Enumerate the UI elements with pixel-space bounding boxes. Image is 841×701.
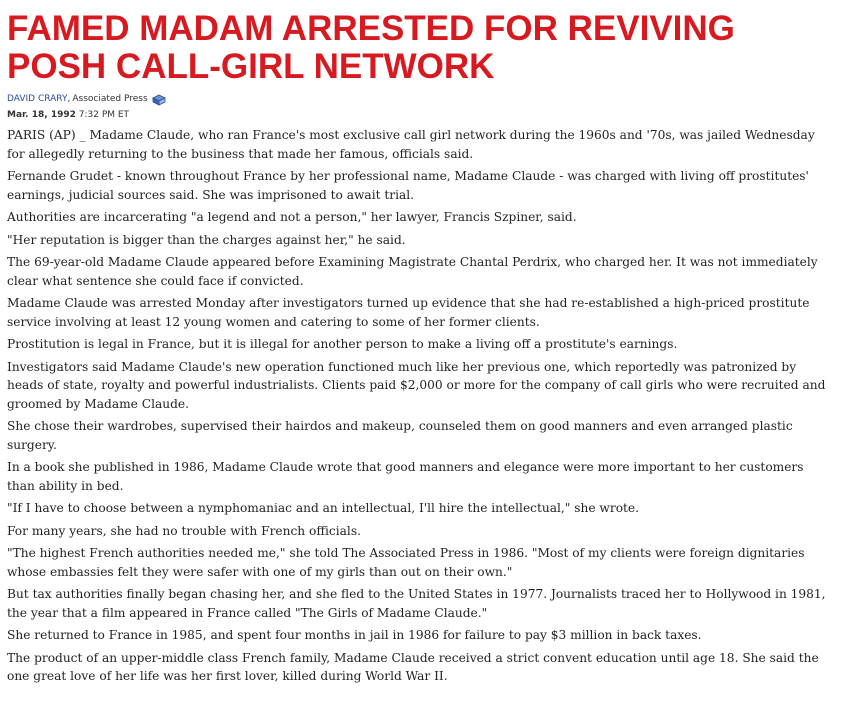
paragraph: Authorities are incarcerating "a legend and not a person," her lawyer, Francis Szpiner, said. — [7, 210, 577, 224]
paragraph: "If I have to choose between a nymphomaniac and an intellectual, I'll hire the intellectual," she wrote. — [7, 501, 640, 515]
paragraph: Prostitution is legal in France, but it is illegal for another person to make a living off a prostitute's earnings. — [7, 337, 678, 351]
paragraph: In a book she published in 1986, Madame Claude wrote that good manners and elegance were more important to her customers than ability in bed. — [7, 460, 804, 493]
share-icon[interactable] — [152, 94, 166, 106]
article-body — [7, 126, 829, 686]
paragraph: The 69-year-old Madame Claude appeared before Examining Magistrate Chantal Perdrix, who charged her. It was not immediately clear what sentence she could face if convicted. — [7, 255, 818, 288]
paragraph: PARIS (AP) _ Madame Claude, who ran France's most exclusive call girl network during the 1960s and '70s, was jailed Wednesday for allegedly returning to the business that made her famous, officials said. — [7, 128, 815, 161]
byline — [7, 93, 829, 106]
paragraph: Madame Claude was arrested Monday after investigators turned up evidence that she had re-established a high-priced prostitute service involving at least 12 young women and catering to some of her former clients. — [7, 296, 810, 329]
paragraph: "Her reputation is bigger than the charges against her," he said. — [7, 232, 406, 247]
paragraph: "The highest French authorities needed me," she told The Associated Press in 1986. "Most of my clients were foreign dignitaries whose embassies felt they were safer with one of my girls than out on their own." — [7, 546, 805, 579]
dateline — [7, 109, 829, 121]
byline-separator: , — [67, 94, 71, 104]
agency-name: Associated Press — [72, 94, 148, 104]
author-link[interactable]: DAVID CRARY — [7, 94, 68, 104]
article-date: Mar. 18, 1992 — [7, 110, 76, 120]
article-time: 7:32 PM ET — [78, 110, 130, 120]
article — [7, 10, 829, 690]
paragraph: She chose their wardrobes, supervised their hairdos and makeup, counseled them on good manners and even arranged plastic surgery. — [7, 419, 793, 452]
paragraph: The product of an upper-middle class French family, Madame Claude received a strict convent education until age 18. She said the one great love of her life was her first lover, killed during World War II. — [7, 650, 819, 683]
paragraph: For many years, she had no trouble with French officials. — [7, 523, 361, 538]
paragraph: Fernande Grudet - known throughout France by her professional name, Madame Claude - was charged with living off prostitutes' earnings, judicial sources said. She was imprisoned to await trial. — [7, 169, 809, 202]
article-headline: FAMED MADAM ARRESTED FOR REVIVING POSH CALL-GIRL NETWORK — [7, 9, 735, 86]
paragraph: She returned to France in 1985, and spent four months in jail in 1986 for failure to pay $3 million in back taxes. — [7, 628, 702, 642]
paragraph: Investigators said Madame Claude's new operation functioned much like her previous one, which reportedly was patronized by heads of state, royalty and powerful industrialists. Clients paid $2,000 or more for the company of call girls who were recruited and groomed by Madame Claude. — [7, 359, 826, 411]
paragraph: But tax authorities finally began chasing her, and she fled to the United States in 1977. Journalists traced her to Hollywood in 1981, the year that a film appeared in France called "The Girls of Madame Claude." — [7, 587, 826, 620]
